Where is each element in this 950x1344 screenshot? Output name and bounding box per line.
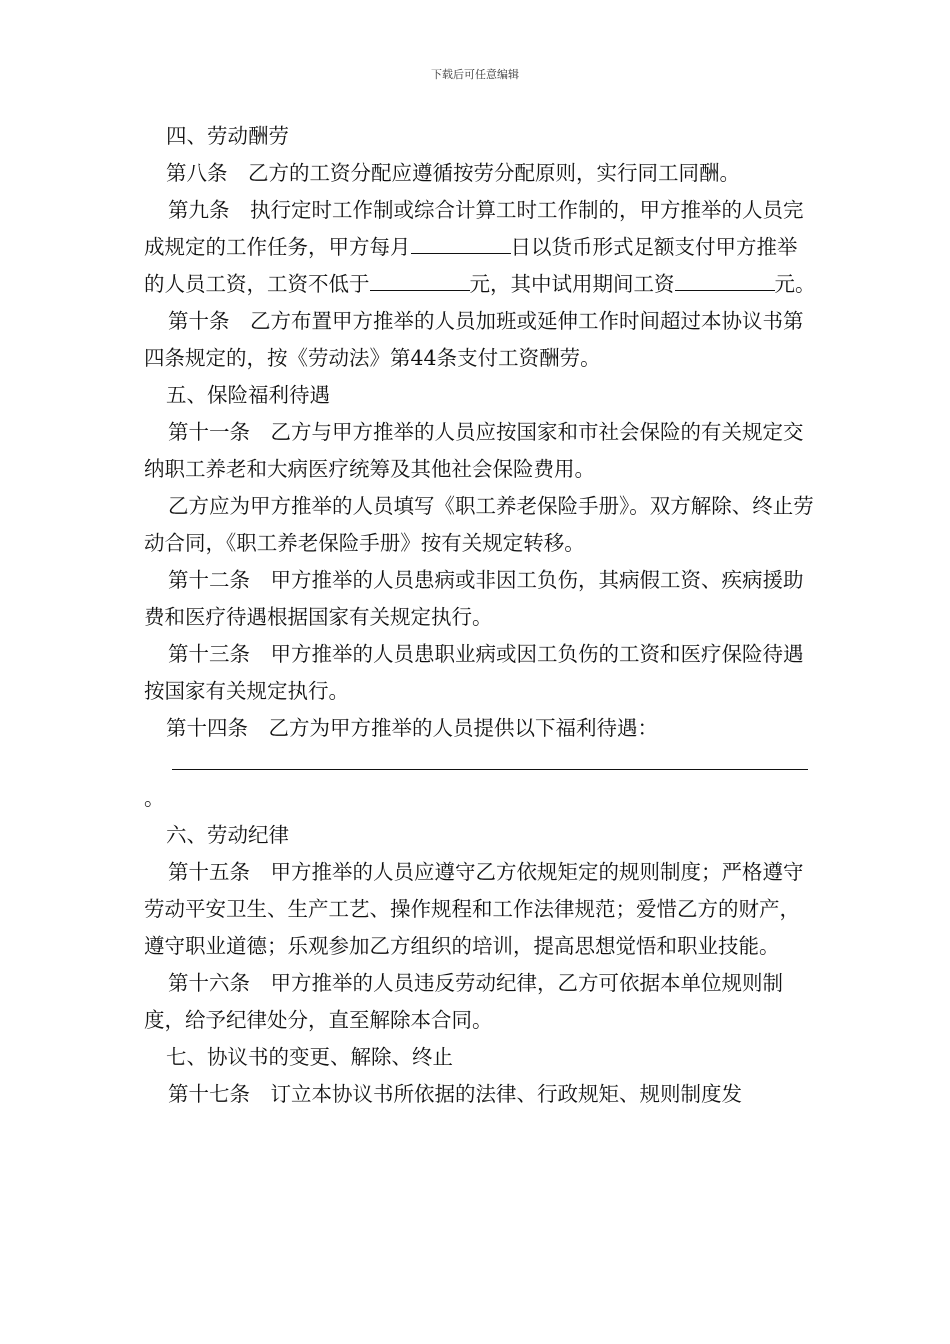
article-16: 第十六条 甲方推举的人员违反劳动纪律，乙方可依据本单位规则制度，给予纪律处分，直至解除本合同。 (144, 971, 783, 1032)
section-4-title: 四、劳动酬劳 (166, 124, 289, 148)
article-9-text-2: 日以货币形式足额支付甲方推举的人员工资，工资不低于 (144, 235, 798, 296)
article-9-text-4: 元。 (774, 272, 816, 296)
article-9-text-3: 元，其中试用期间工资 (469, 272, 675, 296)
article-14-end: 。 (144, 786, 165, 810)
probation-wage-blank (675, 269, 775, 291)
benefits-blank-line (172, 747, 808, 770)
page-header: 下载后可任意编辑 (431, 68, 519, 81)
pay-day-blank (411, 232, 511, 254)
article-11-paragraph-2: 乙方应为甲方推举的人员填写《职工养老保险手册》。双方解除、终止劳动合同，《职工养老保险手册》按有关规定转移。 (144, 494, 814, 555)
article-15: 第十五条 甲方推举的人员应遵守乙方依规矩定的规则制度；严格遵守劳动平安卫生、生产工艺、操作规程和工作法律规范；爱惜乙方的财产，遵守职业道德；乐观参加乙方组织的培训，提高思想觉悟和职业技能。 (144, 860, 804, 958)
section-5-title: 五、保险福利待遇 (166, 383, 330, 407)
section-7-title: 七、协议书的变更、解除、终止 (166, 1045, 453, 1069)
article-9-text-1: 第九条 执行定时工作制或综合计算工时工作制的，甲方推举的人员完成规定的工作任务，甲方每月 (144, 198, 804, 259)
article-14: 第十四条 乙方为甲方推举的人员提供以下福利待遇： (166, 716, 658, 740)
article-11: 第十一条 乙方与甲方推举的人员应按国家和市社会保险的有关规定交纳职工养老和大病医疗统筹及其他社会保险费用。 (144, 420, 804, 481)
article-13: 第十三条 甲方推举的人员患职业病或因工负伤的工资和医疗保险待遇按国家有关规定执行。 (144, 642, 804, 703)
article-12: 第十二条 甲方推举的人员患病或非因工负伤，其病假工资、疾病援助费和医疗待遇根据国家有关规定执行。 (144, 568, 804, 629)
article-10: 第十条 乙方布置甲方推举的人员加班或延伸工作时间超过本协议书第四条规定的，按《劳动法》第44条支付工资酬劳。 (144, 309, 804, 370)
article-8: 第八条 乙方的工资分配应遵循按劳分配原则，实行同工同酬。 (166, 161, 740, 185)
article-9 (144, 192, 816, 303)
min-wage-blank (370, 269, 470, 291)
section-6-title: 六、劳动纪律 (166, 823, 289, 847)
document-body (144, 118, 816, 1113)
article-17: 第十七条 订立本协议书所依据的法律、行政规矩、规则制度发 (168, 1082, 742, 1106)
